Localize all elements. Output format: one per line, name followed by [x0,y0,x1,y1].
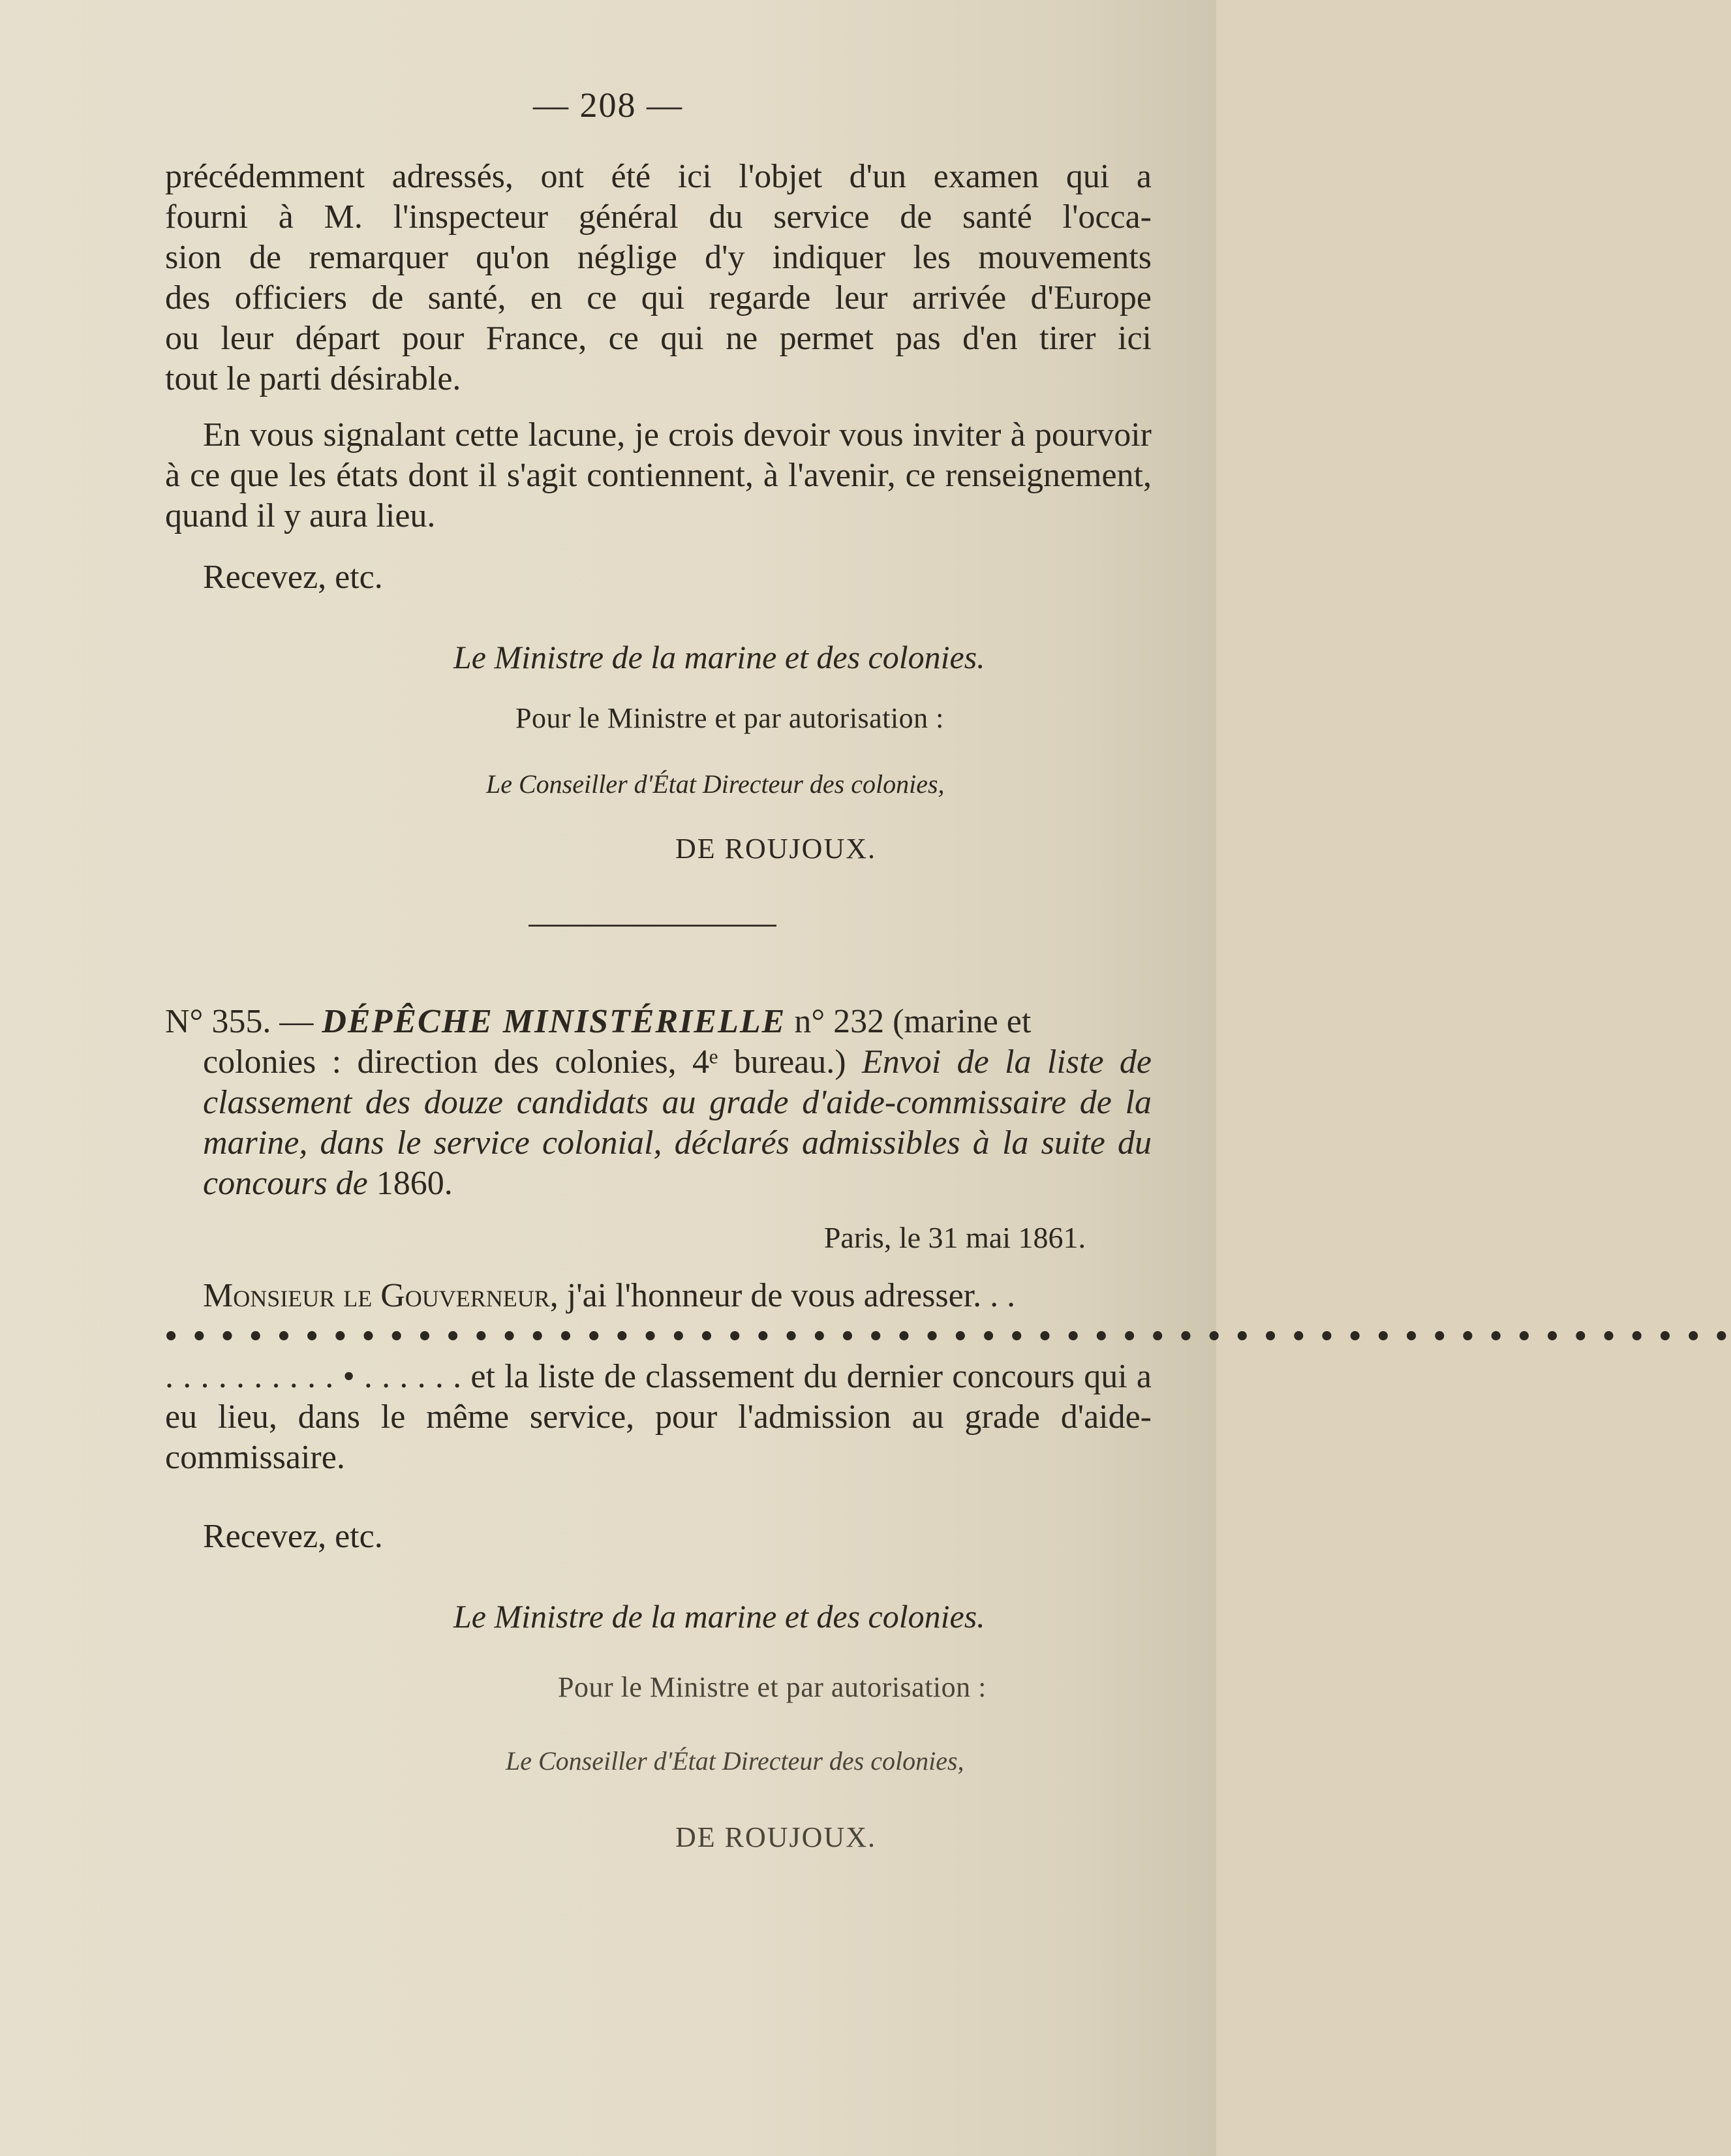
letter-first-line [165,1276,1152,1316]
dispatch-body-italic: Envoi de la liste de classement des douze candidats au grade d'aide-commissaire de la marine, dans le service colonial, déclarés admissibles à la suite du concours de [203,1043,1152,1202]
signature-conseiller-2: Le Conseiller d'État Directeur des colonies, [506,1746,964,1776]
text-line: tout le parti désirable. [165,360,461,397]
closing-formula: Recevez, etc. [203,559,383,596]
text-line: précédemment adressés, ont été ici l'objet d'un examen qui a [165,158,1152,195]
dispatch-first-line [165,1002,1152,1042]
dispatch-body-normal: colonies : direction des colonies, 4ᵉ bureau.) [203,1043,846,1081]
signature-minister-2: Le Ministre de la marine et des colonies. [453,1598,985,1635]
text-line: des officiers de santé, en ce qui regarde leur arrivée d'Europe [165,279,1152,316]
closing-formula-2: Recevez, etc. [203,1518,383,1555]
dispatch-heading [165,1002,1152,1204]
text-line: ou leur départ pour France, ce qui ne permet pas d'en tirer ici [165,320,1152,357]
signature-pour-2: Pour le Ministre et par autorisation : [558,1671,987,1703]
letter-first-line-rest: , j'ai l'honneur de vous adresser. . . [549,1277,1016,1314]
letter-text: et la liste de classement du dernier concours qui a eu lieu, dans le même service, pour l'admission au grade d'aide-commissaire. [165,1358,1152,1476]
letter-paragraph [165,1357,1152,1478]
signature-pour: Pour le Ministre et par autorisation : [515,702,944,734]
ellipsis-dots: • • • • • • • • • • • • • • • • • • • • • • • • • • • • • • • • • • • • • • • • • • • • • • • • • • • • • • • • [165,1317,1731,1355]
signature-name-2: DE ROUJOUX. [675,1821,876,1853]
page-number: — 208 — [533,85,683,125]
dispatch-summary [165,1042,1152,1204]
dispatch-ref: n° 232 (marine et [794,1003,1032,1040]
salutation: Monsieur le Gouverneur [203,1277,550,1314]
dispatch-number: N° 355. — [165,1003,314,1040]
section-divider [528,925,776,927]
date-line: Paris, le 31 mai 1861. [823,1221,1086,1254]
dispatch-title: DÉPÊCHE MINISTÉRIELLE [322,1003,786,1040]
dots-lead: . . . . . . . . . . • . . . . . . [165,1358,462,1395]
paragraph-lacune: En vous signalant cette lacune, je crois devoir vous inviter à pourvoir à ce que les états dont il s'agit contiennent, à l'avenir, ce renseignement, quand il y aura lieu. [165,416,1152,534]
dispatch-year: 1860. [376,1165,453,1202]
text-line: fourni à M. l'inspecteur général du service de santé l'occa- [165,198,1152,236]
letter-body [165,1276,1731,1478]
signature-minister: Le Ministre de la marine et des colonies. [453,639,985,675]
paragraph-continued [165,157,1152,399]
signature-conseiller: Le Conseiller d'État Directeur des colonies, [486,769,945,799]
signature-name: DE ROUJOUX. [675,833,876,865]
text-line: sion de remarquer qu'on néglige d'y indiquer les mouvements [165,239,1152,276]
